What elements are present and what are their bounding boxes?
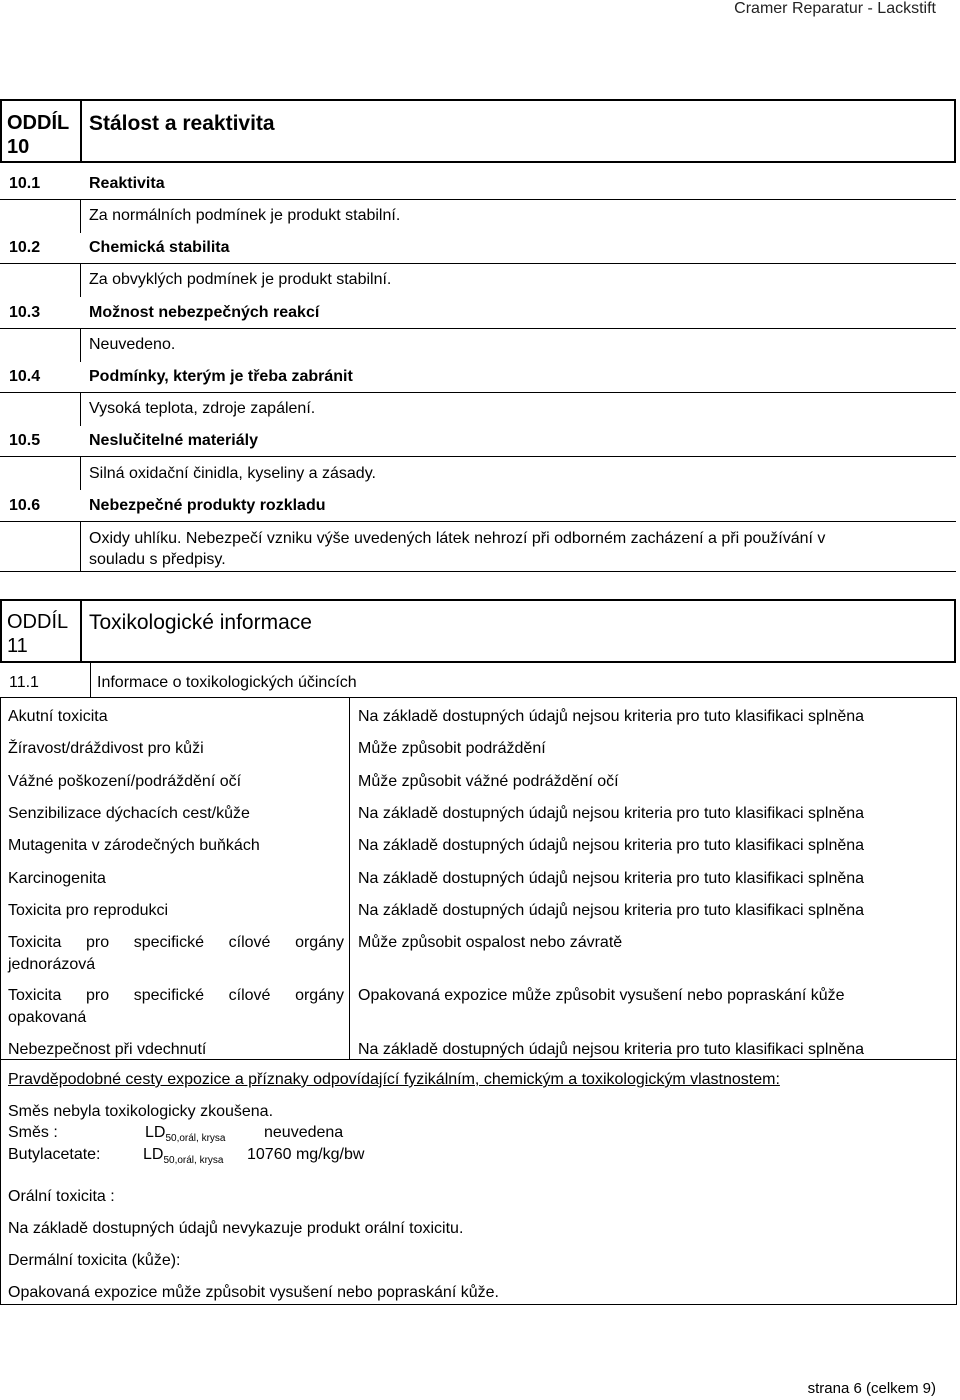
subsection-10-2-title: Chemická stabilita bbox=[89, 239, 230, 256]
tox-label-stot-single: Toxicita pro specifické cílové orgány jednorázová bbox=[8, 934, 344, 973]
ld-text: LD bbox=[143, 1146, 164, 1163]
document-title: Cramer Reparatur - Lackstift bbox=[734, 0, 936, 17]
tox-value-stot-single: Může způsobit ospalost nebo závratě bbox=[358, 934, 623, 951]
tox-label-carcinogenicity: Karcinogenita bbox=[8, 870, 106, 887]
tox-value-aspiration: Na základě dostupných údajů nejsou kriteria pro tuto klasifikaci splněna bbox=[358, 1041, 865, 1058]
subsection-10-4-text: Vysoká teplota, zdroje zapálení. bbox=[89, 400, 316, 417]
subsection-10-3-number: 10.3 bbox=[9, 304, 41, 321]
ld-name: Butylacetate: bbox=[8, 1146, 101, 1163]
tox-label-sensitization: Senzibilizace dýchacích cest/kůže bbox=[8, 805, 250, 822]
section-11-label-word: ODDÍL bbox=[7, 611, 69, 633]
section-10-label bbox=[7, 111, 69, 159]
subsection-10-6-title: Nebezpečné produkty rozkladu bbox=[89, 497, 326, 514]
oral-toxicity-text: Na základě dostupných údajů nevykazuje produkt orální toxicitu. bbox=[8, 1220, 464, 1237]
subsection-10-2-number: 10.2 bbox=[9, 239, 41, 256]
ld-subscript: 50,orál, krysa bbox=[163, 1155, 224, 1166]
section-10-title: Stálost a reaktivita bbox=[89, 112, 275, 135]
tox-label-mutagenicity: Mutagenita v zárodečných buňkách bbox=[8, 837, 260, 854]
tox-value-eye: Může způsobit vážné podráždění očí bbox=[358, 773, 619, 790]
ld-name: Směs : bbox=[8, 1124, 58, 1141]
page-number: strana 6 (celkem 9) bbox=[807, 1380, 936, 1397]
section-11-label-number: 11 bbox=[7, 635, 28, 657]
dermal-toxicity-text: Opakovaná expozice může způsobit vysušení nebo popraskání kůže. bbox=[8, 1284, 499, 1301]
subsection-10-5-number: 10.5 bbox=[9, 432, 41, 449]
subsection-10-5-title: Neslučitelné materiály bbox=[89, 432, 258, 449]
column-divider bbox=[80, 328, 81, 362]
column-divider bbox=[80, 263, 81, 297]
tox-value-reproduction: Na základě dostupných údajů nejsou kriteria pro tuto klasifikaci splněna bbox=[358, 902, 865, 919]
subsection-11-1-title: Informace o toxikologických účincích bbox=[97, 674, 357, 691]
ld-subscript: 50,orál, krysa bbox=[165, 1133, 226, 1144]
tox-label-skin: Žíravost/dráždivost pro kůži bbox=[8, 740, 204, 757]
row-divider bbox=[0, 392, 956, 393]
subsection-10-6-number: 10.6 bbox=[9, 497, 41, 514]
ld-value: neuvedena bbox=[264, 1124, 344, 1141]
subsection-10-1-text: Za normálních podmínek je produkt stabilní. bbox=[89, 207, 401, 224]
not-tested-note: Směs nebyla toxikologicky zkoušena. bbox=[8, 1103, 274, 1120]
tox-label-acute: Akutní toxicita bbox=[8, 708, 108, 725]
section-11-divider bbox=[80, 599, 82, 663]
ld-symbol bbox=[145, 1124, 225, 1144]
subsection-10-1-number: 10.1 bbox=[9, 175, 41, 192]
section-10-divider bbox=[80, 99, 82, 163]
exposure-heading: Pravděpodobné cesty expozice a příznaky odpovídající fyzikálním, chemickým a toxikologickým vlastnostem: bbox=[8, 1071, 780, 1088]
subsection-10-3-title: Možnost nebezpečných reakcí bbox=[89, 304, 320, 321]
subsection-10-4-title: Podmínky, kterým je třeba zabránit bbox=[89, 368, 353, 385]
ld-symbol bbox=[143, 1146, 223, 1166]
row-divider bbox=[0, 571, 956, 572]
ld-row-mixture bbox=[8, 1124, 344, 1144]
tox-value-mutagenicity: Na základě dostupných údajů nejsou kriteria pro tuto klasifikaci splněna bbox=[358, 837, 865, 854]
subsection-10-2-text: Za obvyklých podmínek je produkt stabilní. bbox=[89, 271, 392, 288]
row-divider bbox=[0, 521, 956, 522]
tox-label-stot-repeated: Toxicita pro specifické cílové orgány opakovaná bbox=[8, 987, 344, 1026]
subsection-10-4-number: 10.4 bbox=[9, 368, 41, 385]
row-divider bbox=[0, 328, 956, 329]
row-divider bbox=[0, 263, 956, 264]
column-divider bbox=[80, 199, 81, 233]
ld-text: LD bbox=[145, 1124, 166, 1141]
ld-value: 10760 mg/kg/bw bbox=[247, 1146, 365, 1163]
tox-label-eye: Vážné poškození/podráždění očí bbox=[8, 773, 242, 790]
tox-label-reproduction: Toxicita pro reprodukci bbox=[8, 902, 169, 919]
section-10-label-number: 10 bbox=[7, 136, 30, 158]
tox-value-skin: Může způsobit podráždění bbox=[358, 740, 546, 757]
section-11-label bbox=[7, 610, 68, 658]
subsection-10-6-text-line1: Oxidy uhlíku. Nebezpečí vzniku výše uvedených látek nehrozí při odborném zacházení a při používání v bbox=[89, 530, 826, 547]
column-divider bbox=[80, 521, 81, 571]
row-divider bbox=[0, 456, 956, 457]
subsection-11-1-number: 11.1 bbox=[9, 674, 39, 691]
tox-value-carcinogenicity: Na základě dostupných údajů nejsou kriteria pro tuto klasifikaci splněna bbox=[358, 870, 865, 887]
tox-value-acute: Na základě dostupných údajů nejsou kriteria pro tuto klasifikaci splněna bbox=[358, 708, 865, 725]
tox-value-stot-repeated: Opakovaná expozice může způsobit vysušení nebo popraskání kůže bbox=[358, 987, 845, 1004]
subsection-10-1-title: Reaktivita bbox=[89, 175, 165, 192]
subsection-10-6-text-line2: souladu s předpisy. bbox=[89, 551, 226, 568]
row-divider bbox=[0, 199, 956, 200]
column-divider bbox=[80, 456, 81, 490]
ld-row-butylacetate bbox=[8, 1146, 365, 1166]
column-divider bbox=[90, 663, 91, 697]
oral-toxicity-label: Orální toxicita : bbox=[8, 1188, 115, 1205]
subsection-10-5-text: Silná oxidační činidla, kyseliny a zásady. bbox=[89, 465, 376, 482]
section-10-label-word: ODDÍL bbox=[7, 112, 70, 134]
tox-value-sensitization: Na základě dostupných údajů nejsou kriteria pro tuto klasifikaci splněna bbox=[358, 805, 865, 822]
subsection-10-3-text: Neuvedeno. bbox=[89, 336, 176, 353]
section-11-title: Toxikologické informace bbox=[89, 611, 312, 634]
dermal-toxicity-label: Dermální toxicita (kůže): bbox=[8, 1252, 181, 1269]
column-divider bbox=[80, 392, 81, 426]
tox-label-aspiration: Nebezpečnost při vdechnutí bbox=[8, 1041, 207, 1058]
